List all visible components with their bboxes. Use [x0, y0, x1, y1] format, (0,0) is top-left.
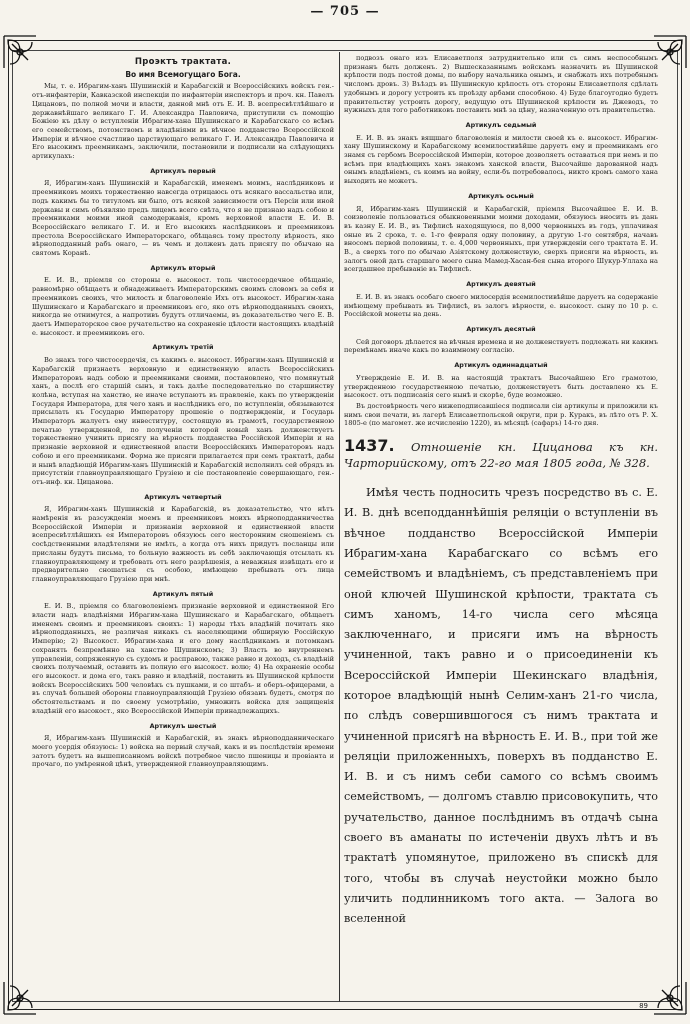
article-text: Я, Ибрагим-ханъ Шушинскій и Карабагскій, пріемля Высочайшее Е. И. В. соизволеніе пользоваться обыкновенными моими доходами, обязуюсь вносить въ дань въ казну Е. И. В., въ Тифлисѣ находящуюся, по 8,000 червонныхъ въ годъ, уплачивая оные въ 2 срока, т. е. 1-го февраля одну половину, а другую 1-го сентября, начавъ вносомъ первой половины, т. е. 4,000 червонныхъ, при утвержденіи сего трактата Е. И. В., а сверхъ того по обычаю Азіятскому долженствую, сверхъ присяги на вѣрность, въ залогъ оной дать старшаго моего сына Мамед-Хасан-бея сына второго Шукур-Уллаха на всегдашнее пребываніе въ Тифлисѣ. [344, 204, 658, 274]
article-text: Сей договоръ дѣлается на вѣчныя времена и не долженствуетъ подлежать ни какимъ перемѣнамъ иначе какъ по взаимному согласію. [344, 337, 658, 355]
document-heading [344, 438, 658, 471]
article-heading: Артикулъ первый [150, 166, 216, 175]
article-heading: Артикулъ десятый [466, 324, 536, 333]
document-number: 1437. [344, 436, 395, 456]
column-divider [339, 52, 340, 1002]
signature-mark: 89 [639, 1002, 648, 1010]
article-text: Во знакъ того чистосердечія, съ какимъ е. высокост. Ибрагим-ханъ Шушинскій и Карабагскій признаетъ верховную и единственную власть Всероссійскихъ Императоровъ надъ собою и преемниками своими, постановлено, что помянутый ханъ, а послѣ его старшій сынъ, и такъ далѣе последовательно по старшинству колѣна, вступая на ханство, не иначе вступаютъ въ правленіе, какъ по утвержденіи Государя Императора, для чего ханъ и наслѣдникъ его, по вступленіи, обязываются присылать къ Государю Императору прошеніе о подтвержденіи, и Государь Императоръ жалуетъ ему инвеституру, состоящую въ грамотѣ, государственною печатью утвержденной, по полученіи которой новый ханъ долженствуетъ торжественно учинить присягу на вѣрность подданства Россійской Имперіи и на признаніе верховной и единственной власти Всероссійскихъ Императоровъ надъ собою и его преемниками. Форма же присяги прилагается при семъ трактатѣ, дабы и нынѣ владѣющій Ибрагим-ханъ Шушинскій и Карабагскій исполнилъ сей обрядъ въ присутствіи главноуправляющаго Грузіею и сіе постановленіе совершающаго, ген.-отъ-инф. кн. Цицанова. [32, 356, 334, 486]
treaty-closing: Въ достовѣрность чего нижеподписавшіеся подписали сіи артикулы и приложили къ нимъ свои печати, въ лагерѣ Елисаветпольской округи, при р. Куракъ, въ лѣто отъ Р. Х. 1805-е (по магомет. же исчисленію 1220), въ мѣсяцѣ (сафаръ) 14-го дня. [344, 401, 658, 428]
article-text: Я, Ибрагим-ханъ Шушинскій и Карабагскій, въ знакъ вѣрноподданническаго моего усердія обязуюсь: 1) войска на первый случай, какъ и въ послѣдствіи времени затотъ будетъ на вышеписанномъ войскѣ потребное число пшеницы и провіанта и прочаго, по умѣренной цѣнѣ, утвержденной главноуправляющимъ. [32, 734, 334, 769]
treaty-invocation: Во имя Всемогущаго Бога. [125, 69, 241, 79]
treaty-preamble: Мы, т. е. Ибрагим-ханъ Шушинскій и Карабагскій и Всероссійскихъ войскъ ген.-отъ-инфантеріи, Кавказской инспекціи по инфантеріи инспекторъ и проч. кн. Павелъ Цицановъ, по полной мочи и власти, данной мнѣ отъ Е. И. В. всепресвѣтлѣйшаго и державнѣйшаго великаго Г. И. Александра Павловича, приступили съ помощію Божіею къ дѣлу о вступленіи Ибрагим-хана Шушинскаго и Карабагскаго со всѣмъ его семействомъ, потомствомъ и владѣніями въ вѣчное подданство Всероссійской Имперіи и вѣчное счастливо царствующаго великаго Г. И. Александра Павловича и Его высокимъ преемникамъ, заключили, постановили и подписали на слѣдующихъ артикулахъ: [32, 82, 334, 161]
article-heading: Артикулъ седьмый [465, 120, 537, 129]
article-text: Е. И. В. въ знакъ особаго своего милосердія всемилостивѣйше даруетъ на содержаніе имѣющему пребывать въ Тифлисѣ, въ залогъ вѣрности, е. высокост. сыну по 10 р. с. Россійской монеты на день. [344, 292, 658, 319]
article-text: Я, Ибрагим-ханъ Шушинскій и Карабагскій, въ доказательство, что нѣтъ намѣренія въ разсужденіи моемъ и преемниковъ моихъ вѣрноподданничества Всероссійской Имперіи и признаніи верховной и единственной власти всепресвѣтлѣйшихъ ея Императоровъ обязуюсь сего несторонним сношеніемъ съ сосѣдственными владѣтелями не имѣть, а когда отъ нихъ придутъ посланцы или присланы будутъ письма, то больную важность въ себѣ заключающія отсылать къ главноуправляющему и требовать отъ него разрѣшенія, а неважныя извѣщать его и предварительно сношаться съ особою, имѣющею пребывать отъ лица главноуправляющаго Грузіею при мнѣ. [32, 505, 334, 583]
article-text: Е. И. В. въ знакъ вящшаго благоволенія и милости своей къ е. высокост. Ибрагим-хану Шушинскому и Карабагскому всемилостивѣйше даруетъ ему и преемникамъ его знамя съ гербомъ Всероссійской Имперіи, которое дозволяетъ оставаться при немъ и по всѣмъ при владѣющихъ ханъ знакомъ ханской власти, Высочайше дарованной надъ онымъ владѣніемъ, съ коимъ на войну, если-бъ потребовалось, никто кромъ самого хана выходить не можетъ. [344, 133, 658, 186]
article-heading: Артикулъ пятый [152, 589, 214, 598]
treaty-title: Проэктъ трактата. [134, 57, 232, 67]
article-heading: Артикулъ осьмый [468, 191, 534, 200]
page-number: — 705 — [310, 4, 380, 19]
right-column [344, 54, 658, 998]
article-continuation: подвозъ онаго изъ Елисаветполя затруднительно или съ симъ неспособнымъ признанъ быть долженъ. 2) Вышесказаннымъ войскамъ назначить въ Шушинской крѣпости подъ постой домы, по выбору начальника онымъ, и снабжать ихъ потребнымъ числомъ дровъ. 3) Въѣздъ въ Шушинскую крѣпость отъ стороны Елисаветполя сдѣлать удобнымъ и дорогу устроить къ проѣзду арбами способною. 4) Буде благоугодно будетъ правительству устроить дорогу, ведущую отъ Шушинской крѣпости въ Джеводъ, то нужныхъ для того работниковъ поставить мнѣ за цѣну, назначенную отъ правительства. [344, 54, 658, 115]
document-title: Отношеніе кн. Цицанова къ кн. Чарторийскому, отъ 22-го мая 1805 года, № 328. [344, 440, 658, 470]
article-text: Е. И. В., пріемля со стороны е. высокост. толь чистосердечное обѣщаніе, равномѣрно обѣщаетъ и обнадеживаетъ Императорскимъ своимъ словомъ за себя и преемниковъ своихъ, что милость и благоволеніе Ихъ отъ высокост. Ибрагим-хана Шушинскаго и Карабагскаго и преемниковъ его, яко отъ вѣрноподданныхъ своихъ, никогда не отнимутся, а напротивъ будутъ отличаемы, въ доказательство чего Е. В. даетъ Императорское свое ручательство на сохраненіе цѣлости настоящихъ владѣній е. высокост. и преемниковъ его. [32, 276, 334, 337]
article-heading: Артикулъ девятый [466, 280, 536, 289]
article-heading: Артикулъ одиннадцатый [454, 361, 548, 370]
article-text: Я, Ибрагим-ханъ Шушинскій и Карабагскій, именемъ моимъ, наслѣдниковъ и преемниковъ моихъ торжественно навсегда отрицаюсь отъ всякаго вассальства или, подъ какимъ бы то титуломъ ни было, отъ всякой зависимости отъ Персіи или иной державы и симъ объявляю предъ лицемъ всего свѣта, что я не признаю надъ собою и преемниками моими иной самодержавія, кромъ верховной власти Е. И. В. Всероссійскаго великаго Г. И. и Его высокихъ наслѣдниковъ и преемниковъ престола Всероссійскаго Императорскаго, обѣщаясь тому престолу вѣрность, яко вѣрноподданный рабъ онаго, — въ чемъ и долженъ дать присягу по обычаю на святомъ Коранѣ. [32, 179, 334, 258]
article-text: Утвержденіе Е. И. В. на настоящій трактатъ Высочайшею Его грамотою, утвержденною государственною печатью, долженствуетъ быть доставлено къ Е. высокост. отъ подписанія сего нынѣ и скорѣе, буде возможно. [344, 373, 658, 400]
article-text: Е. И. В., пріемля со благоволеніемъ признаніе верховной и единственной Его власти надъ владѣніями Ибрагим-хана Шушинскаго и Карабагскаго, обѣщаетъ именемъ своимъ и преемниковъ своихъ: 1) народы тѣхъ владѣній почитать яко вѣрноподданныхъ, не различая никакъ съ населяющими обширную Россійскую Имперію; 2) Высокост. Ибрагим-хана и его дому наслѣдникамъ и потомкамъ сохранять безпремѣнно на ханство Шушинскомъ; 3) Власть во внутреннемъ управленіи, сопряженную съ судомъ и расправою, также равно и доходъ, съ владѣній своихъ получаемый, оставить въ полную его высокост. волю; 4) На охраненіе особы его высокост. и дома его, такъ равно и владѣній, поставить въ Шушинской крѣпости войскъ Всероссійскихъ 500 человѣкъ съ пушками, и со штабъ- и оберъ-офицерами, а въ случаѣ большей обороны главноуправляющій Грузіею обязанъ будетъ, смотря по обстоятельствамъ и по своему усмотрѣнію, умножить войска для защищенія владѣній его высокост., яко Всероссійской Имперіи принадлежащихъ. [32, 602, 334, 715]
document-body: Имѣя честь подносить чрезъ посредство въ с. Е. И. В. днѣ всеподданнѣйшія реляціи о вступленіи въ вѣчное подданство Всероссійской Имперіи Ибрагим-хана Карабагскаго со всѣмъ его семействомъ и владѣніемъ, съ представленіемъ при оной ключей Шушинской крѣпости, трактата съ симъ ханомъ, 14-го числа сего мѣсяца заключеннаго, и присяги имъ на вѣрность учиненной, такъ равно и о присоединеніи къ Всероссійской Имперіи Шекинскаго владѣнія, которое владѣющій нынѣ Селим-ханъ 21-го числа, по слѣдъ совершившогося съ нимъ трактата и учиненной присягѣ на вѣрность Е. И. В., при той же реляціи приложенныхъ, поверхъ въ подданство Е. И. В. и съ нимъ себи самого со всѣмъ своимъ семействомъ, — долгомъ ставлю присовокупить, что ручательство, данное послѣднимъ въ отдачѣ сына своего въ аманаты по истеченіи двухъ лѣтъ и въ трактатѣ упомянутое, приложено въ спискѣ для того, чтобы въ случаѣ неустойки можно было уличить подлинникомъ того акта. — Залога во вселенной [344, 486, 658, 926]
left-column [32, 54, 334, 998]
article-heading: Артикулъ третій [152, 343, 214, 352]
article-heading: Артикулъ шестый [149, 721, 217, 730]
article-heading: Артикулъ четвертый [144, 492, 222, 501]
article-heading: Артикулъ вторый [150, 263, 216, 272]
